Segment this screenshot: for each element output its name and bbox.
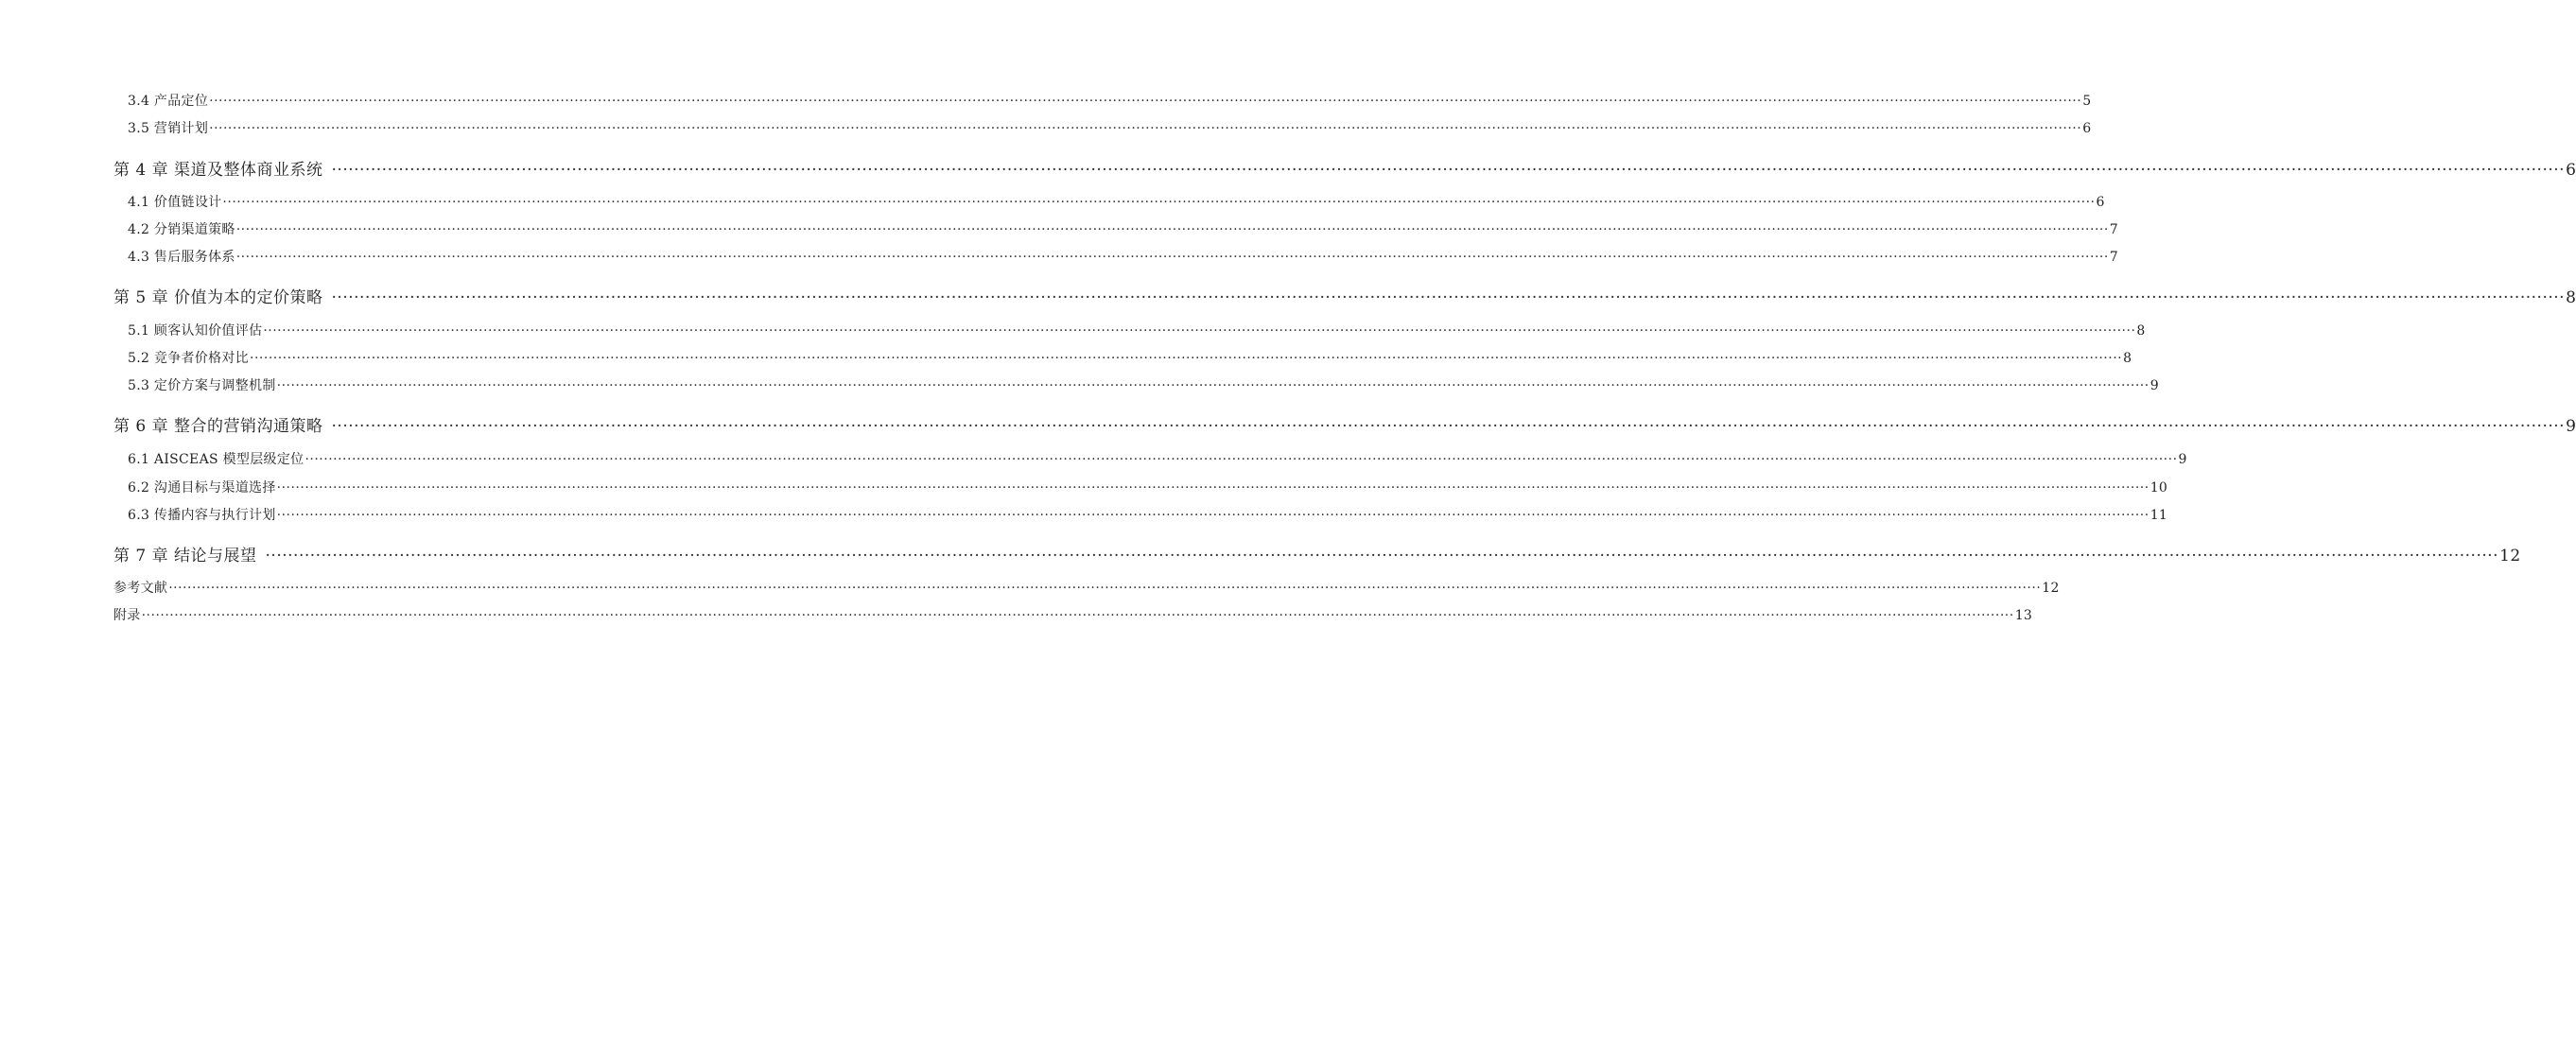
toc-entry[interactable]	[128, 505, 2168, 524]
toc-entry[interactable]	[128, 321, 2146, 339]
toc-page-number: 6	[2096, 195, 2105, 210]
toc-entry-label: 4.2 分销渠道策略	[128, 222, 235, 237]
toc-leader-dots: ················································································································································································································································································································································································································	[235, 250, 2109, 265]
toc-page-number: 8	[2123, 351, 2132, 366]
toc-leader-dots: ················································································································································································································································································································································································································	[209, 121, 2082, 136]
toc-page-number: 7	[2109, 222, 2119, 237]
toc-leader-dots: ················································································································································································································································································································································································································	[168, 581, 2042, 596]
toc-entry-label: 附录	[113, 608, 141, 623]
toc-entry-label: 3.5 营销计划	[128, 121, 209, 136]
toc-entry[interactable]	[128, 118, 2092, 137]
toc-page-number: 5	[2082, 94, 2092, 109]
toc-chapter-entry[interactable]	[113, 284, 2576, 307]
toc-chapter-entry[interactable]	[113, 156, 2576, 180]
toc-page-number: 12	[2499, 547, 2521, 565]
toc-entry-label: 5.3 定价方案与调整机制	[128, 378, 276, 393]
toc-chapter-entry[interactable]	[113, 542, 2521, 565]
toc-entry-label: 4.1 价值链设计	[128, 195, 222, 210]
toc-leader-dots: ················································································································································································································································································································································································································	[222, 195, 2096, 210]
toc-leader-dots: ················································································································································································································································································································································································································	[331, 417, 2566, 436]
toc-page-number: 6	[2082, 121, 2092, 136]
toc-entry-label: 3.4 产品定位	[128, 94, 209, 109]
toc-entry-label: 5.1 顾客认知价值评估	[128, 323, 263, 339]
toc-leader-dots: ················································································································································································································································································································································································································	[276, 378, 2150, 393]
toc-entry-label: 第 7 章 结论与展望	[113, 547, 257, 565]
toc-leader-dots: ················································································································································································································································································································································································································	[276, 480, 2150, 496]
toc-leader-dots: ················································································································································································································································································································································································································	[331, 288, 2566, 307]
toc-entry[interactable]	[128, 375, 2159, 394]
toc-leader-dots: ················································································································································································································································································································································································································	[305, 452, 2178, 467]
toc-page-number: 13	[2014, 608, 2033, 623]
toc-page-number: 7	[2109, 250, 2119, 265]
toc-entry-label: 6.1 AISCEAS 模型层级定位	[128, 452, 305, 467]
toc-leader-dots: ················································································································································································································································································································································································································	[250, 351, 2123, 366]
toc-page-number: 8	[2136, 323, 2146, 339]
toc-page-number: 9	[2178, 452, 2187, 467]
toc-entry-label: 6.3 传播内容与执行计划	[128, 508, 276, 523]
toc-leader-dots: ················································································································································································································································································································································································································	[276, 508, 2150, 523]
toc-entry[interactable]	[113, 605, 2033, 624]
toc-entry[interactable]	[128, 478, 2168, 496]
toc-page-number: 12	[2042, 581, 2060, 596]
toc-page-number: 10	[2150, 480, 2168, 496]
toc-entry-label: 参考文献	[113, 581, 168, 596]
toc-page-number: 11	[2150, 508, 2168, 523]
toc-entry-label: 第 6 章 整合的营销沟通策略	[113, 417, 323, 436]
toc-leader-dots: ················································································································································································································································································································································································································	[141, 608, 2014, 623]
toc-entry[interactable]	[128, 247, 2119, 266]
toc-entry[interactable]	[128, 348, 2132, 367]
toc-entry-label: 6.2 沟通目标与渠道选择	[128, 480, 276, 496]
toc-leader-dots: ················································································································································································································································································································································································································	[265, 547, 2499, 565]
toc-leader-dots: ················································································································································································································································································································································································································	[209, 94, 2082, 109]
toc-leader-dots: ················································································································································································································································································································································································································	[331, 161, 2566, 180]
toc-entry-label: 5.2 竞争者价格对比	[128, 351, 250, 366]
toc-entry-label: 4.3 售后服务体系	[128, 250, 235, 265]
toc-entry[interactable]	[128, 192, 2105, 211]
toc-leader-dots: ················································································································································································································································································································································································································	[235, 222, 2109, 237]
toc-entry[interactable]	[128, 91, 2092, 110]
toc-page-number: 6	[2566, 161, 2576, 180]
toc-leader-dots: ················································································································································································································································································································································································································	[263, 323, 2136, 339]
toc-entry-label: 第 4 章 渠道及整体商业系统	[113, 161, 323, 180]
toc-entry-label: 第 5 章 价值为本的定价策略	[113, 288, 323, 307]
toc-page-number: 9	[2150, 378, 2159, 393]
toc-entry[interactable]	[128, 219, 2119, 238]
toc-entry[interactable]	[128, 449, 2187, 468]
toc-page-number: 9	[2566, 417, 2576, 436]
toc-entry[interactable]	[113, 578, 2060, 597]
toc-chapter-entry[interactable]	[113, 412, 2576, 436]
toc-page-number: 8	[2566, 288, 2576, 307]
